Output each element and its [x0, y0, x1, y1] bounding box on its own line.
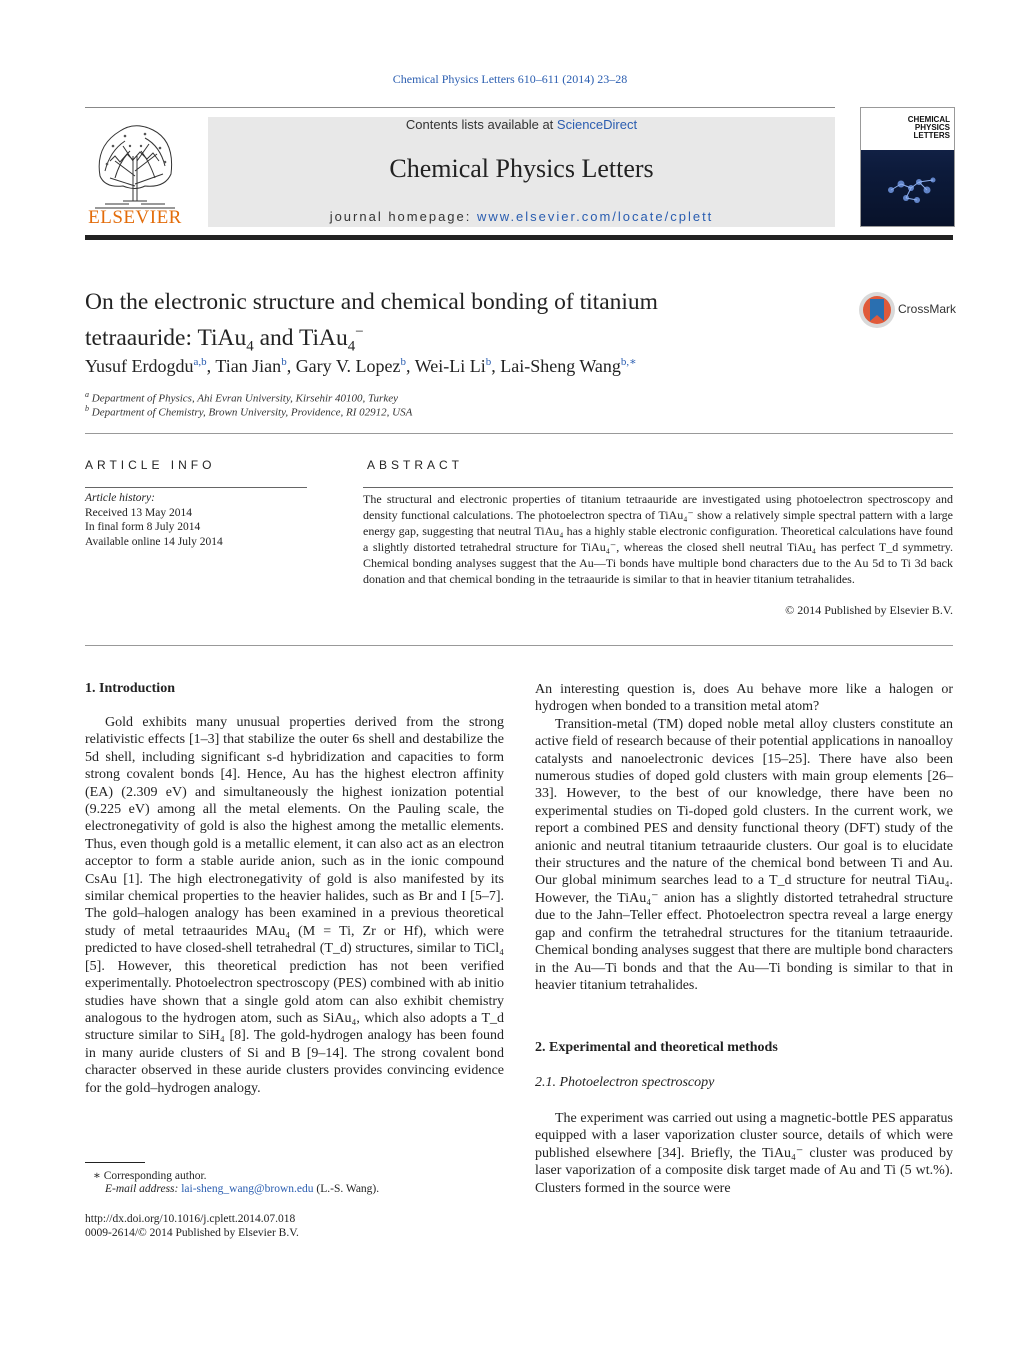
title-sup: −	[355, 324, 364, 340]
title-line1: On the electronic structure and chemical bonding of titanium	[85, 289, 658, 315]
email-label: E-mail address:	[105, 1183, 182, 1195]
crossmark-icon	[858, 289, 896, 331]
author-name: Tian Jian	[215, 356, 282, 376]
article-info-rule	[85, 487, 307, 488]
journal-homepage	[208, 209, 835, 224]
contents-prefix: Contents lists available at	[405, 117, 557, 132]
title-line2	[85, 324, 364, 355]
affiliation-a	[85, 390, 398, 405]
paragraph: The experiment was carried out using a magnetic-bottle PES apparatus equipped with a laser vaporization cluster source, details of which were published elsewhere [34]. Briefly, the TiAu₄⁻ cluster was produced by laser vaporization of a composite disk target made of Au and Ti (5 wt.%). Clusters formed in the source were	[535, 1111, 953, 1196]
divider	[85, 433, 953, 434]
paragraph: Transition-metal (TM) doped noble metal alloy clusters constitute an active field of research because of their potential applications in nanoalloy catalysts and nanoelectronic devices [15–25]. There have also been numerous studies of doped gold clusters with main group elements [26–33]. However, to the best of our knowledge, there have been no experimental studies on Ti-doped gold clusters. In the current work, we report a combined PES and density functional theory (DFT) study of the anionic and neutral titanium tetraauride clusters. Our goal is to elucidate their structures and the nature of the chemical bond between Ti and Au. Our global minimum searches lead to a T_d structure for neutral TiAu₄. However, the TiAu₄⁻ anion has a slightly distorted tetrahedral structure due to the Jahn–Teller effect. Photoelectron spectra reveal a large energy gap and confirm the tetrahedral structures for the titanium tetraauride. Chemical bonding analyses suggest that there are multiple bond characters in the Au—Ti bonds and that the Au—Ti bonding is similar to that in heavier titanium tetrahalides.	[535, 716, 953, 993]
paragraph: An interesting question is, does Au behave more like a halogen or hydrogen when bonded to a transition metal atom?	[535, 682, 953, 715]
final-date: In final form 8 July 2014	[85, 521, 201, 533]
author-affil-mark[interactable]: b	[281, 356, 287, 368]
email-note	[105, 1183, 379, 1195]
abstract-heading: ABSTRACT	[367, 458, 464, 472]
author-name: Yusuf Erdogdu	[85, 356, 194, 376]
author-affil-mark[interactable]: b	[400, 356, 406, 368]
author-list: Yusuf Erdogdu$^{a,b}$, Tian Jian$^b$, Gary V. Lopez$^b$, Wei-Li Li$^b$, Lai-Sheng Wang$^{b,∗}$	[85, 356, 637, 376]
title-text-a: tetraauride: TiAu	[85, 324, 247, 351]
affil-text: Department of Chemistry, Brown University, Providence, RI 02912, USA	[89, 406, 413, 419]
homepage-link[interactable]: www.elsevier.com/locate/cplett	[477, 209, 714, 224]
header-rule	[85, 107, 835, 108]
author-name: Gary V. Lopez	[295, 356, 401, 376]
left-column	[85, 714, 504, 1097]
author-affil-mark[interactable]: b,∗	[620, 356, 637, 368]
title-text-b: and TiAu	[253, 324, 348, 351]
author-affil-mark[interactable]: a,b	[193, 356, 207, 368]
cover-title: CHEMICAL PHYSICS LETTERS	[907, 115, 950, 140]
title-sub: 4	[347, 338, 356, 355]
header-thick-rule	[85, 235, 953, 240]
affil-mark: b	[85, 404, 89, 413]
contents-available	[208, 117, 835, 132]
paper-title	[85, 287, 805, 362]
sciencedirect-link[interactable]: ScienceDirect	[556, 117, 638, 132]
issn-line: 0009-2614/© 2014 Published by Elsevier B.V.	[85, 1227, 299, 1239]
affiliation-b	[85, 404, 412, 419]
journal-cover[interactable]	[860, 107, 955, 227]
article-info-heading: ARTICLE INFO	[85, 458, 216, 472]
divider	[85, 645, 953, 646]
history-label: Article history:	[85, 492, 155, 504]
crossmark-label: CrossMark	[898, 302, 957, 316]
paragraph: Gold exhibits many unusual properties derived from the strong relativistic effects [1–3] that stabilize the outer 6s shell and destabilize the 5d shell, including significant s-d hybridization and capacities to form strong covalent bonds [4]. Hence, Au has the highest electron affinity (EA) (2.309 eV) and simultaneously the highest ionization potential (9.225 eV) among all the metal elements. On the Pauling scale, the electronegativity of gold is also the highest among the metallic elements. Thus, even though gold is a metallic element, it can also act as an electron acceptor to form a stable auride anion, such as in the ionic compound CsAu [1]. The high electronegativity of gold is also manifested by its similar chemical properties to the heavier halides, such as Br and I [5–7]. The gold–halogen analogy has been examined in a previous theoretical study of metal tetraaurides MAu₄ (M = Ti, Zr or Hf), which were predicted to have closed-shell tetrahedral (T_d) structures, similar to TiCl₄ [5]. However, this theoretical prediction has not been verified experimentally. Photoelectron spectroscopy (PES) combined with ab initio studies have shown that a single gold atom can also exhibit chemistry analogous to the hydrogen atom, such as SiAu₄, which also adopts a T_d structure similar to SiH₄ [8]. The gold-hydrogen analogy has been found in many auride clusters of Si and B [9–14]. The strong covalent bond character observed in these auride clusters provides convincing evidence for the gold–hydrogen analogy.	[85, 715, 504, 1096]
corresponding-note: ∗ Corresponding author.	[93, 1170, 207, 1182]
elsevier-wordmark: ELSEVIER	[88, 207, 182, 228]
title-sub: 4	[246, 338, 254, 355]
subsection-heading: 2.1. Photoelectron spectroscopy	[535, 1075, 715, 1090]
crossmark-badge[interactable]	[858, 289, 958, 331]
abstract-text: The structural and electronic properties of titanium tetraauride are investigated using photoelectron spectroscopy and density functional calculations. The photoelectron spectra of TiAu₄⁻ show a relatively simple spectral pattern with a large energy gap, suggesting that neutral TiAu₄ has a highly stable electronic configuration. Theoretical calculations have found a slightly distorted tetrahedral structure for TiAu₄⁻, whereas the closed shell neutral TiAu₄ has perfect T_d symmetry. Chemical bonding analyses suggest that the Au—Ti bonds have multiple bond characters due to the Au 5d to Ti 3d back donation and that chemical bonding in the tetraauride is similar to that in heavier titanium tetrahalides.	[363, 492, 953, 586]
email-link[interactable]: lai-sheng_wang@brown.edu	[181, 1183, 314, 1195]
section-heading: 1. Introduction	[85, 681, 175, 696]
received-date: Received 13 May 2014	[85, 506, 192, 519]
homepage-prefix: journal homepage:	[329, 209, 477, 224]
article-history	[85, 491, 223, 549]
journal-title: Chemical Physics Letters	[389, 154, 654, 183]
author-name: Wei-Li Li	[414, 356, 486, 376]
email-suffix: (L.-S. Wang).	[313, 1183, 380, 1195]
section-heading: 2. Experimental and theoretical methods	[535, 1040, 778, 1055]
abstract-rule	[363, 487, 953, 488]
affil-text: Department of Physics, Ahi Evran University, Kirsehir 40100, Turkey	[89, 392, 398, 405]
right-column	[535, 681, 953, 994]
online-date: Available online 14 July 2014	[85, 535, 223, 548]
author-affil-mark[interactable]: b	[485, 356, 492, 368]
cover-molecule-image	[861, 150, 954, 226]
doi-link[interactable]: http://dx.doi.org/10.1016/j.cplett.2014.07.018	[85, 1213, 296, 1225]
journal-citation[interactable]: Chemical Physics Letters 610–611 (2014) 23–28	[392, 72, 628, 86]
abstract-copyright: © 2014 Published by Elsevier B.V.	[785, 603, 953, 617]
author-name: Lai-Sheng Wang	[500, 356, 621, 376]
footnote-rule	[85, 1162, 145, 1163]
affil-mark: a	[85, 390, 89, 399]
right-column-lower	[535, 1110, 953, 1197]
